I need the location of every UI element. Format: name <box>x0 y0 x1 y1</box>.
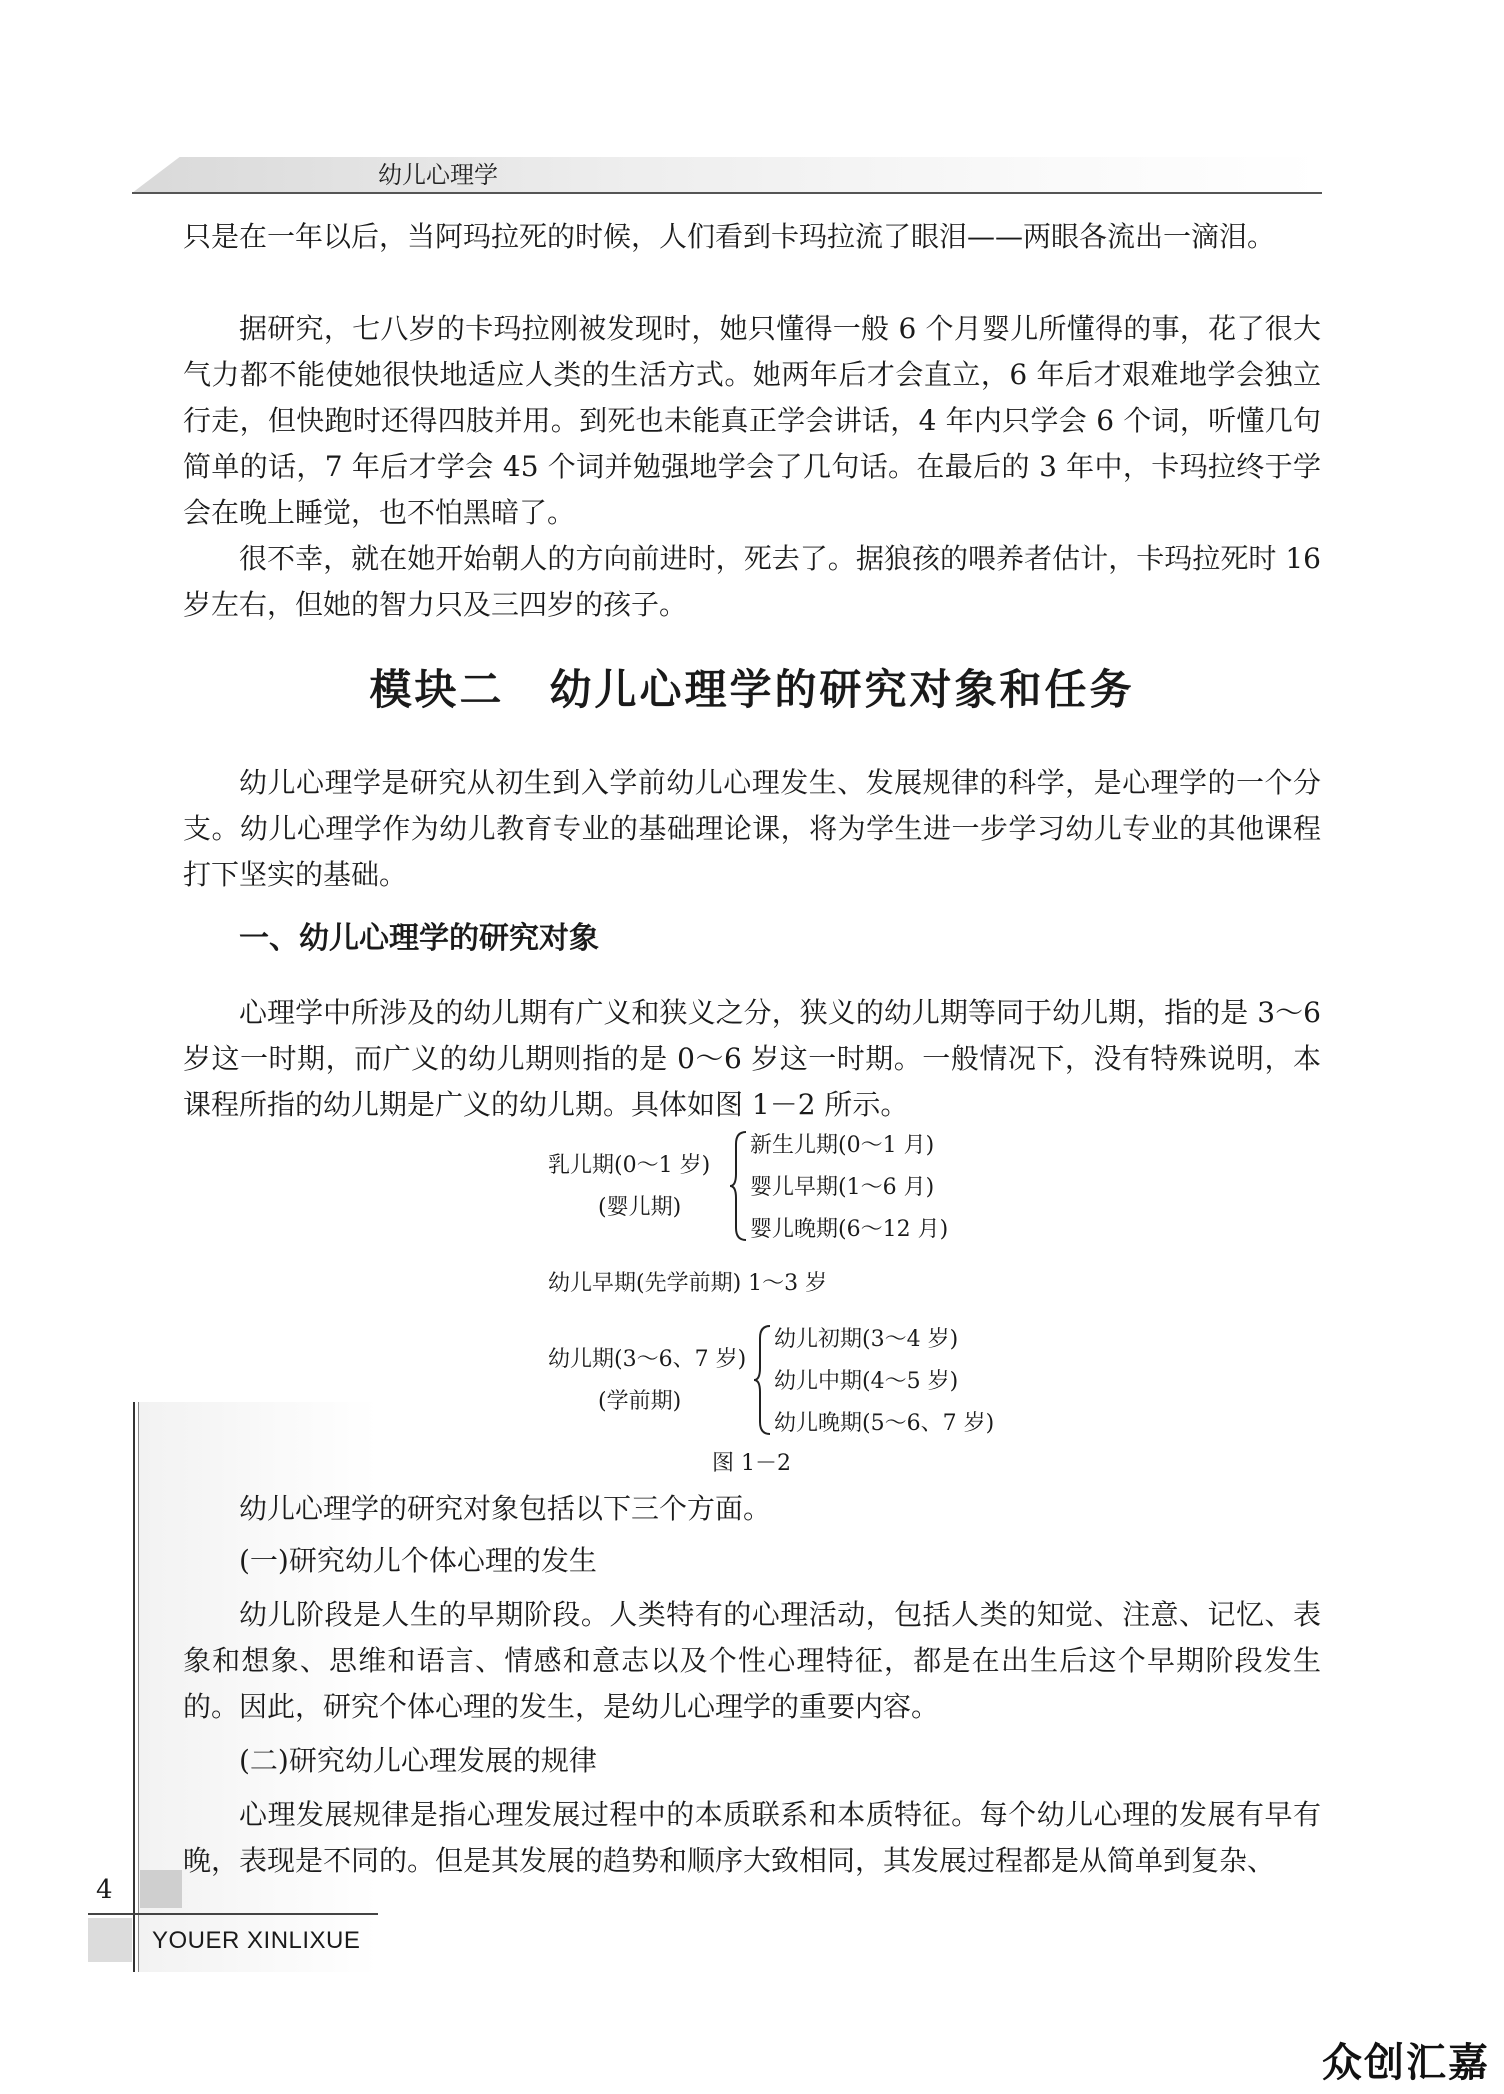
figure-group2-item: 幼儿中期(4～5 岁) <box>774 1369 959 1394</box>
figure-group2-sublabel: (学前期) <box>598 1389 682 1414</box>
figure-caption: 图 1－2 <box>712 1451 791 1476</box>
figure-group1-item: 婴儿晚期(6～12 月) <box>750 1217 949 1242</box>
paragraph-continuation: 只是在一年以后，当阿玛拉死的时候，人们看到卡玛拉流了眼泪——两眼各流出一滴泪。 <box>183 220 1276 253</box>
paragraph-period: 心理学中所涉及的幼儿期有广义和狭义之分，狭义的幼儿期等同于幼儿期，指的是 3～6 岁这一时期，而广义的幼儿期则指的是 0～6 岁这一时期。一般情况下，没有特殊说明，本课程所指的幼儿期是广义的幼儿期。具体如图 1－2 所示。 <box>183 996 1321 1121</box>
page-number: 4 <box>96 1875 113 1905</box>
footer-rule <box>88 1913 378 1915</box>
figure-group1-label: 乳儿期(0～1 岁) <box>548 1153 711 1178</box>
figure-group2-label: 幼儿期(3～6、7 岁) <box>548 1347 747 1372</box>
paragraph-section-2: 心理发展规律是指心理发展过程中的本质联系和本质特征。每个幼儿心理的发展有早有晚，表现是不同的。但是其发展的趋势和顺序大致相同，其发展过程都是从简单到复杂、 <box>183 1798 1321 1877</box>
figure-brace-2 <box>752 1324 772 1436</box>
figure-group1-item: 新生儿期(0～1 月) <box>750 1133 935 1158</box>
figure-group2-item: 幼儿初期(3～4 岁) <box>774 1327 959 1352</box>
paragraph-unfortunate: 很不幸，就在她开始朝人的方向前进时，死去了。据狼孩的喂养者估计，卡玛拉死时 16 岁左右，但她的智力只及三四岁的孩子。 <box>183 542 1321 621</box>
subsection-title-1: (一)研究幼儿个体心理的发生 <box>239 1544 597 1577</box>
footer-box <box>88 1918 132 1962</box>
subheading-research-object: 一、幼儿心理学的研究对象 <box>239 921 599 956</box>
watermark-logo: 众创汇嘉 <box>1322 2040 1490 2086</box>
paragraph-aspects: 幼儿心理学的研究对象包括以下三个方面。 <box>239 1492 772 1525</box>
margin-rule <box>133 1402 135 1972</box>
page-number-box <box>140 1870 182 1908</box>
subsection-title-2: (二)研究幼儿心理发展的规律 <box>239 1744 597 1777</box>
figure-group1-item: 婴儿早期(1～6 月) <box>750 1175 935 1200</box>
figure-group1-sublabel: (婴儿期) <box>598 1195 682 1220</box>
running-header-title: 幼儿心理学 <box>378 161 498 189</box>
paragraph-intro: 幼儿心理学是研究从初生到入学前幼儿心理发生、发展规律的科学，是心理学的一个分支。幼儿心理学作为幼儿教育专业的基础理论课，将为学生进一步学习幼儿专业的其他课程打下坚实的基础。 <box>183 766 1321 891</box>
paragraph-research: 据研究，七八岁的卡玛拉刚被发现时，她只懂得一般 6 个月婴儿所懂得的事，花了很大气力都不能使她很快地适应人类的生活方式。她两年后才会直立，6 年后才艰难地学会独立行走，但快跑时还得四肢并用。到死也未能真正学会讲话，4 年内只学会 6 个词，听懂几句简单的话，7 年后才学会 45 个词并勉强地学会了几句话。在最后的 3 年中，卡玛拉终于学会在晚上睡觉，也不怕黑暗了。 <box>183 312 1321 529</box>
section-heading: 模块二 幼儿心理学的研究对象和任务 <box>369 665 1135 714</box>
margin-rule-thin <box>138 1402 139 1972</box>
figure-brace-1 <box>728 1130 748 1242</box>
header-band <box>132 157 1322 193</box>
figure-group2-item: 幼儿晚期(5～6、7 岁) <box>774 1411 995 1436</box>
paragraph-section-1: 幼儿阶段是人生的早期阶段。人类特有的心理活动，包括人类的知觉、注意、记忆、表象和想象、思维和语言、情感和意志以及个性心理特征，都是在出生后这个早期阶段发生的。因此，研究个体心理的发生，是幼儿心理学的重要内容。 <box>183 1598 1321 1723</box>
figure-middle-item: 幼儿早期(先学前期) 1～3 岁 <box>548 1271 828 1296</box>
footer-book-title: YOUER XINLIXUE <box>152 1927 361 1954</box>
header-rule <box>132 192 1322 194</box>
